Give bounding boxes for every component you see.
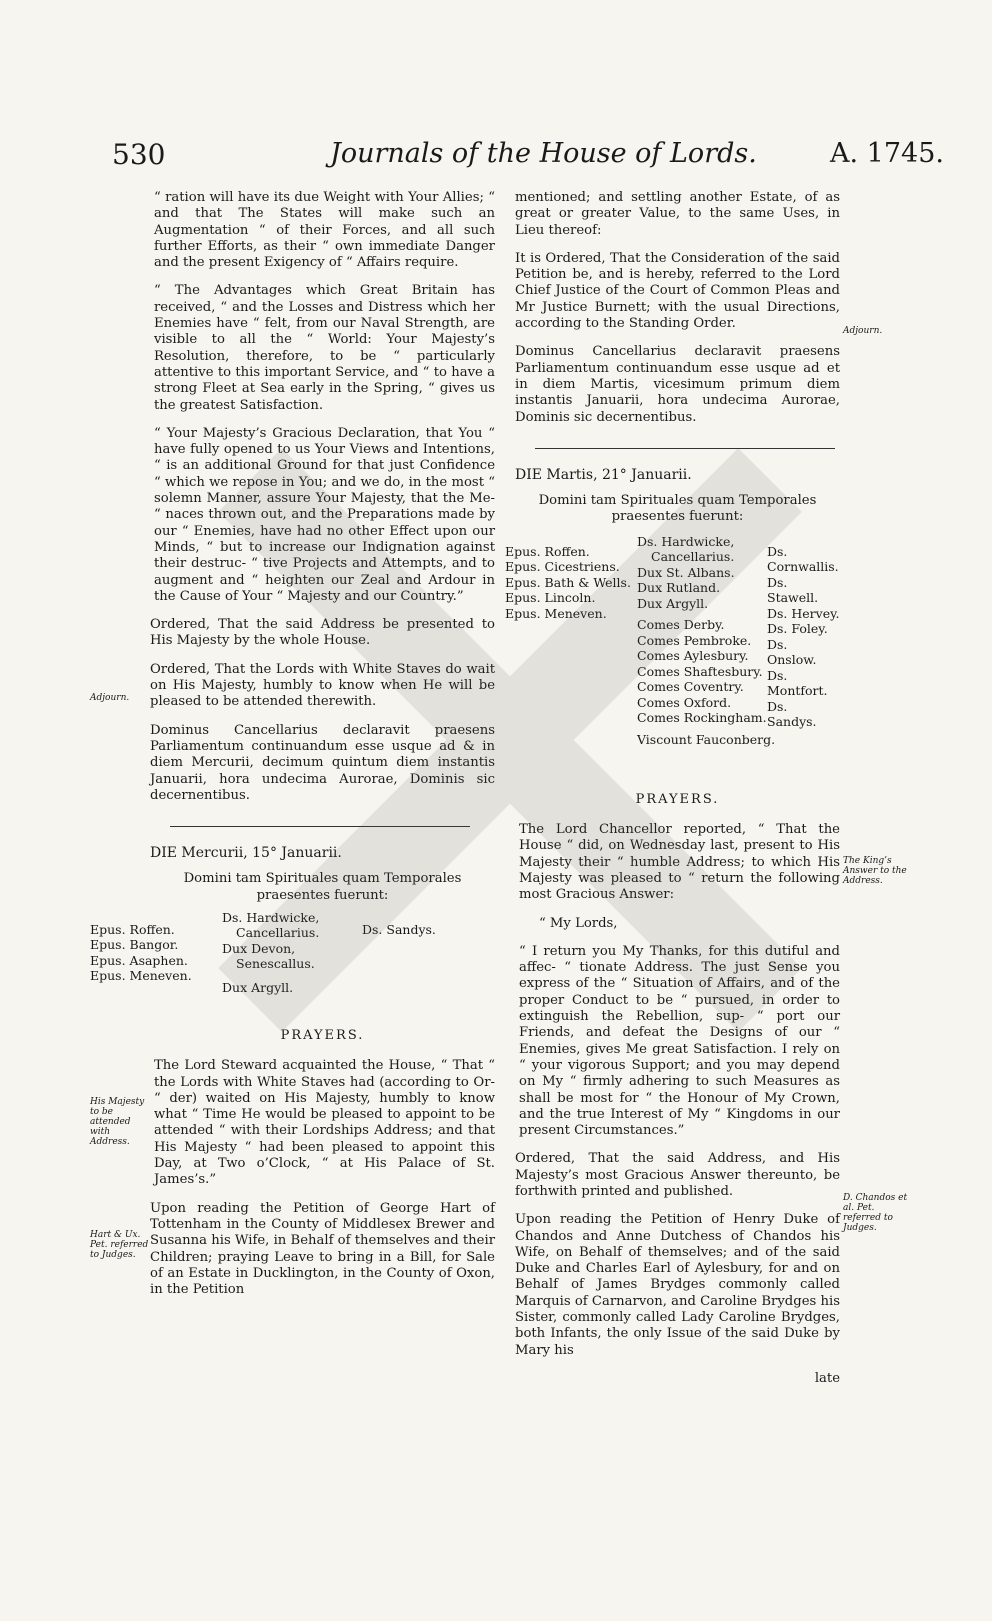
attendee: Epus. Bangor.: [90, 937, 179, 953]
adjournment-paragraph: Dominus Cancellarius declaravit praesens Parliamentum continuandum esse usque ad & in diem Mercurii, decimum quintum diem instantis Januarii, hora undecima Aurorae, Dominis sic decernentibus.: [150, 722, 495, 803]
attendance-column: [637, 534, 775, 748]
attendance-column: [767, 544, 840, 730]
attendee: Cancellarius.: [236, 925, 320, 941]
year-heading: A. 1745.: [830, 138, 944, 169]
attendee: Ds. Cornwallis.: [767, 543, 839, 575]
attendee: Epus. Cicestriens.: [505, 559, 620, 575]
paragraph: Ordered, That the said Address be presented to His Majesty by the whole House.: [150, 617, 495, 649]
paragraph: “ Your Majesty’s Gracious Declaration, that You “ have fully opened to us Your Views and Intentions, “ is an additional Ground for that just Confidence “ which we repose in You; and we do, in the most “ solemn Manner, assure Your Majesty, that the Me- “ naces thrown out, and the Preparations made by our “ Enemies, have had no other Effect upon our Minds, “ but to increase our Indignation against their destruc- “ tive Projects and Attempts, and to augment and “ heighten our Zeal and Ardour in the Cause of Your “ Majesty and our Country.”: [154, 425, 495, 604]
paragraph: “ The Advantages which Great Britain has received, “ and the Losses and Distress which her Enemies have “ felt, from our Naval Strength, are visible to all the “ World: Your Majesty’s Resolution, therefore, to be “ particularly attentive to this important Service, and “ to have a strong Fleet at Sea early in the Spring, “ gives us the greatest Satisfaction.: [154, 283, 495, 413]
attendee: Ds. Hardwicke,: [222, 909, 320, 925]
attendee: Ds. Sandys.: [362, 921, 436, 937]
paragraph: Upon reading the Petition of Henry Duke of Chandos and Anne Dutchess of Chandos his Wife, on Behalf of themselves; and of the said Duke and Charles Earl of Aylesbury, for and on Behalf of James Brydges commonly called Marquis of Carnarvon, and Caroline Brydges his Sister, commonly called Lady Caroline Brydges, both Infants, the only Issue of the said Duke by Mary his: [515, 1212, 840, 1358]
attendee: Ds. Stawell.: [767, 574, 819, 606]
present-heading: Domini tam Spirituales quam Temporales praesentes fuerunt:: [538, 493, 817, 525]
paragraph: Upon reading the Petition of George Hart of Tottenham in the County of Middlesex Brewer and Susanna his Wife, in Behalf of themselves and their Children; praying Leave to bring in a Bill, for Sale of an Estate in Ducklington, in the County of Oxon, in the Petition: [150, 1200, 495, 1298]
margin-note-chandos: D. Chandos et al. Pet. referred to Judges.: [843, 1193, 908, 1233]
paragraph: Ordered, That the Lords with White Staves do wait on His Majesty, humbly to know when He will be pleased to be attended therewith.: [150, 661, 495, 710]
attendee: Viscount Fauconberg.: [637, 731, 776, 747]
attendance-list: [90, 909, 495, 1018]
section-divider: [535, 448, 835, 449]
attendee: Dux Argyll.: [637, 595, 709, 611]
attendee: Epus. Asaphen.: [90, 952, 188, 968]
attendee: Comes Rockingham.: [637, 710, 767, 726]
margin-note-answer: The King’s Answer to the Address.: [843, 856, 907, 886]
attendee: Epus. Roffen.: [505, 543, 590, 559]
attendee: Comes Oxford.: [637, 694, 732, 710]
attendee: Ds. Hervey.: [767, 605, 840, 621]
attendee: Epus. Roffen.: [90, 921, 175, 937]
attendee: Comes Shaftesbury.: [637, 663, 763, 679]
attendee: Comes Derby.: [637, 617, 725, 633]
attendee: Epus. Lincoln.: [505, 590, 596, 606]
margin-note-adjourn: Adjourn.: [843, 326, 883, 336]
attendee: [222, 972, 319, 980]
attendance-column: [505, 544, 631, 622]
attendee: Ds. Montfort.: [767, 667, 828, 699]
section-divider: [170, 826, 470, 827]
paragraph: mentioned; and settling another Estate, of as great or greater Value, to the same Uses, in Lieu thereof:: [515, 190, 840, 238]
attendance-column: [362, 922, 436, 938]
margin-note-hart: Hart & Ux. Pet. referred to Judges.: [90, 1230, 149, 1260]
attendee: Comes Coventry.: [637, 679, 744, 695]
attendee: Dux Devon,: [222, 940, 296, 956]
attendee: Epus. Meneven.: [90, 968, 192, 984]
attendance-list: [505, 533, 840, 782]
attendee: Ds. Sandys.: [767, 698, 817, 730]
attendance-column: [90, 922, 192, 984]
attendee: Cancellarius.: [651, 549, 735, 565]
attendee: Dux St. Albans.: [637, 564, 735, 580]
day-heading: DIE Mercurii, 15° Januarii.: [150, 845, 342, 862]
paragraph: It is Ordered, That the Consideration of the said Petition be, and is hereby, referred to the Lord Chief Justice of the Court of Common Pleas and Mr Justice Burnett; with the usual Directions, according to the Standing Order.: [515, 250, 840, 332]
attendee: Dux Rutland.: [637, 580, 721, 596]
page-number: 530: [112, 138, 166, 171]
attendee: Comes Aylesbury.: [637, 648, 749, 664]
attendee: Ds. Hardwicke,: [637, 533, 735, 549]
margin-note-adjourn: Adjourn.: [90, 693, 130, 703]
running-title: Journals of the House of Lords.: [330, 138, 757, 169]
day-heading: DIE Martis, 21° Januarii.: [515, 466, 692, 483]
attendee: Senescallus.: [236, 956, 315, 972]
attendee: Ds. Foley.: [767, 621, 828, 637]
attendee: Comes Pembroke.: [637, 632, 752, 648]
margin-note-majesty: His Majesty to be attended with Address.: [90, 1097, 145, 1147]
prayers-heading: PRAYERS.: [635, 791, 720, 807]
attendance-column: [222, 910, 319, 996]
paragraph: The Lord Steward acquainted the House, “ That “ the Lords with White Staves had (according to Or- “ der) waited on His Majesty, humbly to know what “ Time He would be pleased to appoint to be attended “ with their Lordships Address; and that His Majesty “ had been pleased to appoint this Day, at Two o’Clock, “ at His Palace of St. James’s.”: [154, 1058, 495, 1188]
paragraph: “ ration will have its due Weight with Your Allies; “ and that The States will make such an Augmentation “ of their Forces, and all such further Efforts, as their “ own immediate Danger and the present Exigency of “ Affairs require.: [154, 190, 495, 271]
attendee: Epus. Meneven.: [505, 605, 607, 621]
attendee: Ds. Onslow.: [767, 636, 817, 668]
salutation: “ My Lords,: [539, 915, 618, 931]
paragraph: The Lord Chancellor reported, “ That the House “ did, on Wednesday last, present to His Majesty their “ humble Address; to which His Majesty was pleased to “ return the following most Gracious Answer:: [519, 822, 840, 903]
attendee: Epus. Bath & Wells.: [505, 574, 631, 590]
page-header: [0, 138, 992, 178]
right-column: [505, 190, 840, 1387]
catchword: late: [814, 1370, 840, 1386]
prayers-heading: PRAYERS.: [280, 1027, 365, 1043]
paragraph: “ I return you My Thanks, for this dutiful and affec- “ tionate Address. The just Sense you express of the “ Situation of Affairs, and of the proper Conduct to be “ pursued, in order to extinguish the Rebellion, sup- “ port our Friends, and defeat the Designs of our “ Enemies, gives Me great Satisfaction. I rely on “ your vigorous Support; and you may depend on My “ firmly adhering to such Measures as shall be most for “ the Honour of My Crown, and the true Interest of My “ Kingdoms in our present Circumstances.”: [519, 943, 840, 1139]
paragraph: Ordered, That the said Address, and His Majesty’s most Gracious Answer thereunto, be forthwith printed and published.: [515, 1151, 840, 1199]
adjournment-paragraph: Dominus Cancellarius declaravit praesens Parliamentum continuandum esse usque ad et in diem Martis, vicesimum primum diem instantis Januarii, hora undecima Aurorae, Dominis sic decernentibus.: [515, 344, 840, 425]
attendee: Dux Argyll.: [222, 979, 294, 995]
present-heading: Domini tam Spirituales quam Temporales praesentes fuerunt:: [183, 871, 462, 903]
